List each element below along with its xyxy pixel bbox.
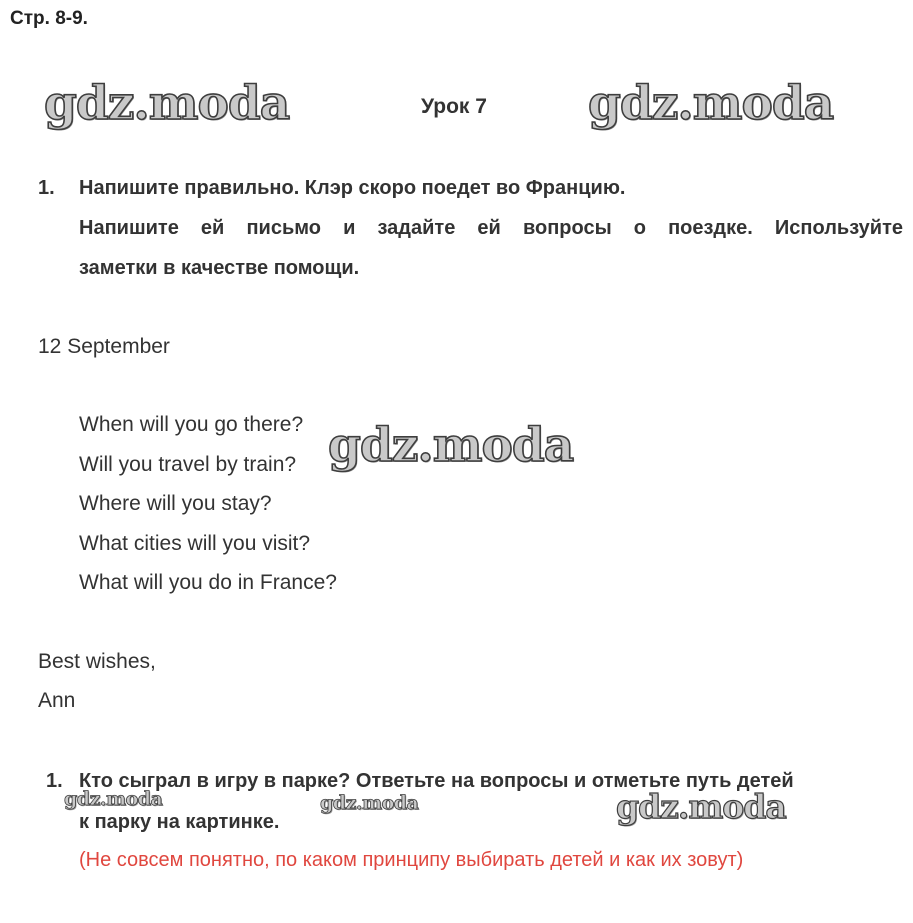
watermark-logo: gdz.moda <box>588 76 834 131</box>
letter-question: When will you go there? <box>79 413 304 436</box>
task-instruction-line: Кто сыграл в игру в парке? Ответьте на вопросы и отметьте путь детей <box>79 770 794 792</box>
letter-question: What cities will you visit? <box>79 532 311 555</box>
author-note: (Не совсем понятно, по каком принципу выбирать детей и как их зовут) <box>79 849 744 871</box>
task-instruction-line: Напишите правильно. Клэр скоро поедет во Францию. <box>79 177 626 199</box>
watermark-logo: gdz.moda <box>616 787 786 826</box>
watermark-logo: gdz.moda <box>64 788 163 810</box>
letter-signature: Ann <box>38 689 76 712</box>
watermark-logo: gdz.moda <box>328 418 574 473</box>
watermark-logo: gdz.moda <box>320 792 419 814</box>
lesson-title: Урок 7 <box>421 95 487 118</box>
letter-date: 12 September <box>38 335 170 358</box>
task-instruction-line: заметки в качестве помощи. <box>79 257 360 279</box>
task-instruction-line: Напишите ей письмо и задайте ей вопросы о поездке. Используйте <box>79 217 903 239</box>
letter-question: What will you do in France? <box>79 571 337 594</box>
task-instruction-line: к парку на картинке. <box>79 811 280 833</box>
task-number: 1. <box>46 770 63 792</box>
letter-question: Where will you stay? <box>79 492 272 515</box>
page-reference: Стр. 8-9. <box>10 8 88 29</box>
watermark-logo: gdz.moda <box>44 76 290 131</box>
letter-question: Will you travel by train? <box>79 453 297 476</box>
letter-closing: Best wishes, <box>38 650 156 673</box>
task-number: 1. <box>38 177 55 199</box>
